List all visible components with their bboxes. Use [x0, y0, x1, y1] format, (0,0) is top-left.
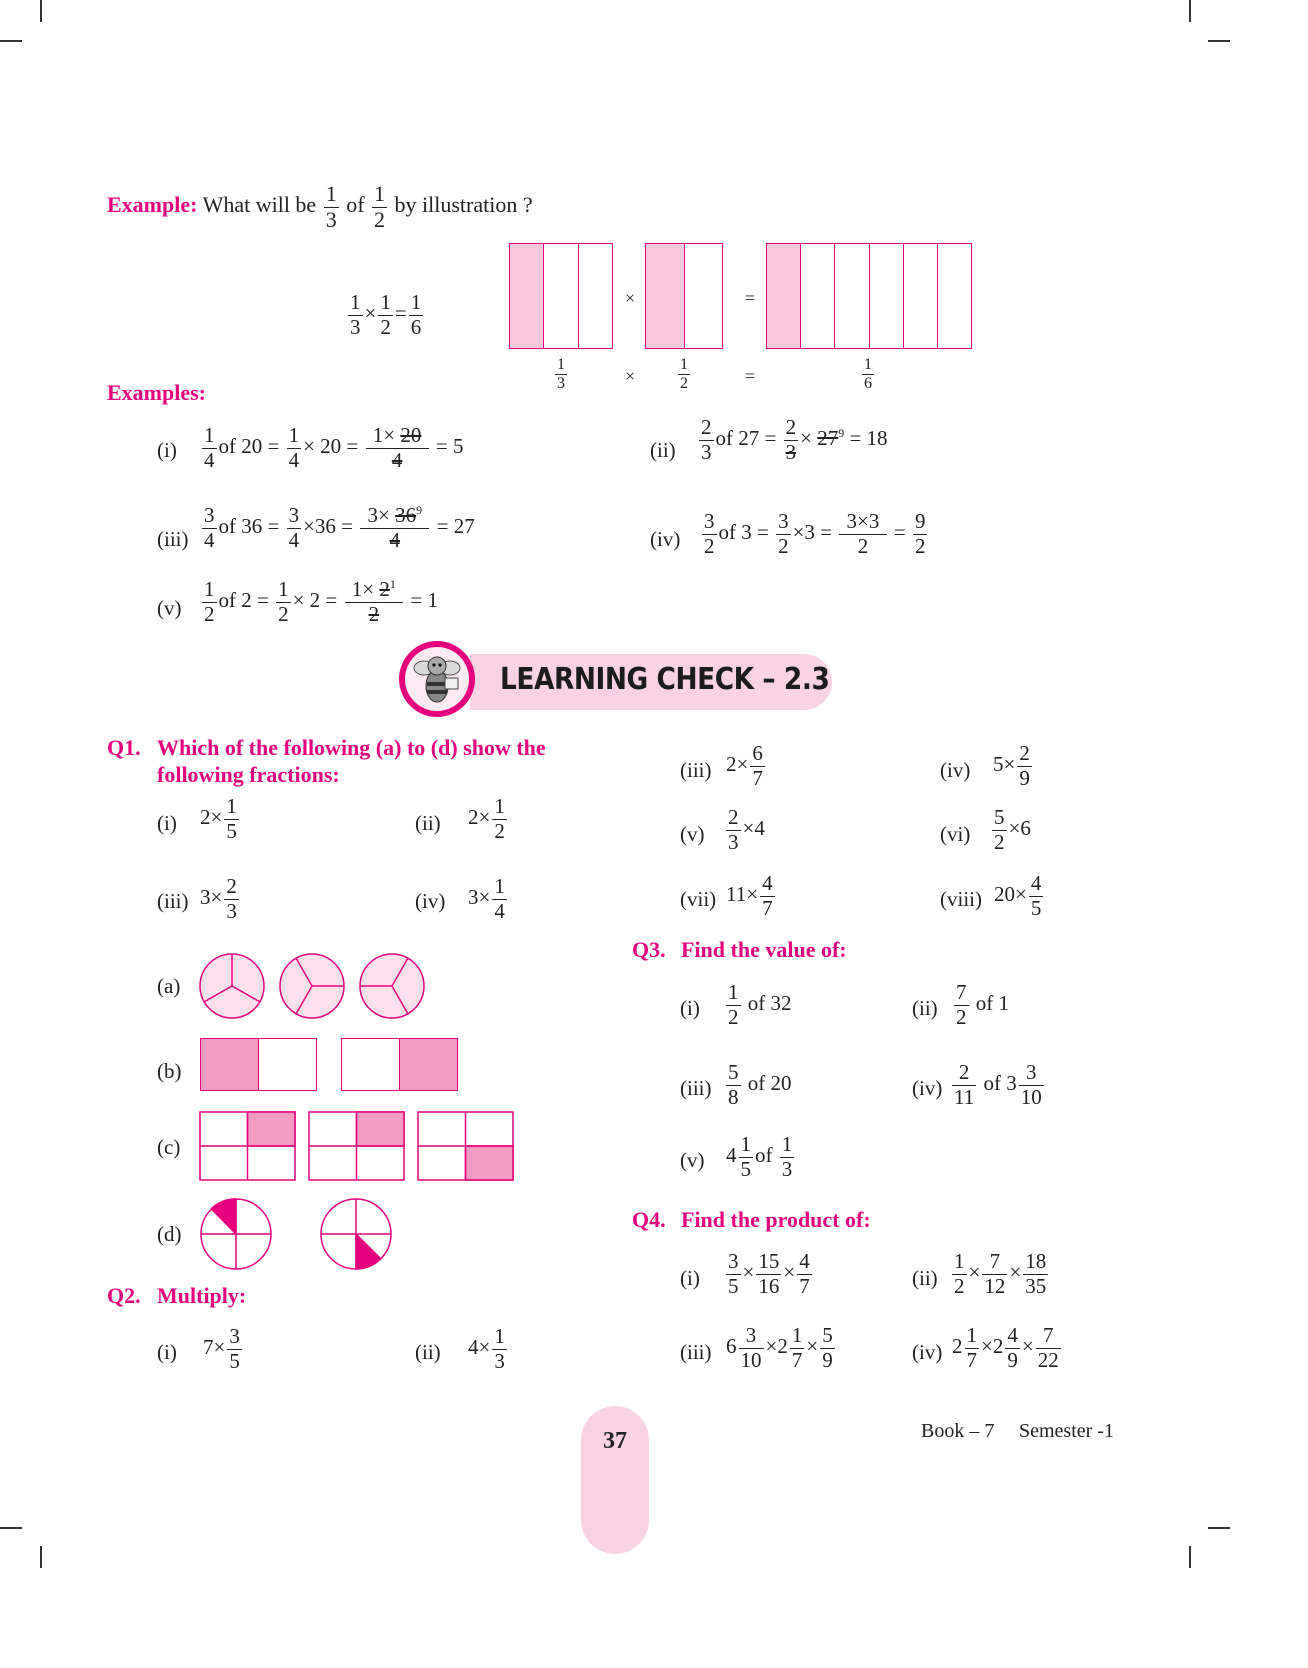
q2-item-vii: 11× $\frac{4}{7}$ [726, 871, 773, 920]
q1-option-d-label: (d) [157, 1222, 182, 1246]
example-label: Example: [107, 192, 198, 218]
q1-item-iv: 3× $\frac{1}{4}$ [468, 874, 505, 923]
q2-item-viii-label: (viii) [940, 887, 982, 911]
footer-book: Book – 7 [921, 1420, 995, 1442]
q2-item-iii: 2× $\frac{6}{7}$ [726, 741, 763, 790]
example-line: Example: What will be $\frac{1}{3}$ of $\frac{1}{2}$ by illustration ? [107, 181, 533, 232]
q3-label: Q3. [632, 937, 666, 962]
q1-option-b-rect-1 [200, 1038, 317, 1091]
illustration-halves [645, 243, 723, 349]
footer-semester: Semester -1 [1019, 1420, 1114, 1442]
q2-item-ii: 4× $\frac{1}{3}$ [468, 1324, 505, 1373]
q2-item-vi-label: (vi) [940, 822, 971, 846]
crop-mark [0, 1527, 22, 1529]
q3-item-i-label: (i) [680, 996, 700, 1020]
q2-item-iv-label: (iv) [940, 758, 971, 782]
example-iii: $\frac{3}{4}$ of 36 = $\frac{3}{4}$ ×36 = $\frac{3\times 36^9}{4}$ = 27 [204, 503, 475, 552]
example-i: $\frac{1}{4}$ of 20 = $\frac{1}{4}$ × 20 = $\frac{1\times 20}{4}$ = 5 [204, 423, 464, 472]
example-i-label: (i) [157, 438, 177, 462]
q1-option-d-circles [199, 1197, 395, 1276]
q1-item-ii-label: (ii) [415, 811, 441, 835]
example-equation: $\frac{1}{3}$ × $\frac{1}{2}$ = $\frac{1}{6}$ [350, 290, 422, 339]
q4-item-ii-label: (ii) [912, 1266, 938, 1290]
illustration-label-equals: = [745, 366, 756, 386]
illustration-times: × [625, 288, 636, 308]
example-v: $\frac{1}{2}$ of 2 = $\frac{1}{2}$ × 2 = $\frac{1\times 2^1}{2}$ = 1 [204, 577, 438, 626]
examples-heading: Examples: [107, 380, 206, 405]
q2-item-ii-label: (ii) [415, 1340, 441, 1364]
bee-icon [398, 640, 476, 718]
example-iii-label: (iii) [157, 527, 189, 551]
q3-item-v: 4 $\frac{1}{5}$ of $\frac{1}{3}$ [726, 1132, 793, 1181]
q3-item-v-label: (v) [680, 1148, 705, 1172]
q3-item-iv: $\frac{2}{11}$ of 3 $\frac{3}{10}$ [954, 1060, 1042, 1109]
example-ii: $\frac{2}{3}$ of 27 = $\frac{2}{3}$ × $27^9 = 18$ [701, 415, 888, 464]
q1-option-b-label: (b) [157, 1059, 182, 1083]
q4-text: Find the product of: [681, 1207, 871, 1232]
q2-text: Multiply: [157, 1283, 247, 1308]
illustration-label-third: $\frac{1}{3}$ [557, 356, 565, 392]
crop-mark [0, 40, 22, 42]
illustration-sixths [766, 243, 972, 349]
q1-item-i-label: (i) [157, 811, 177, 835]
q4-item-i-label: (i) [680, 1266, 700, 1290]
q2-item-viii: 20× $\frac{4}{5}$ [994, 871, 1042, 920]
q3-text: Find the value of: [681, 937, 847, 962]
q4-item-iii: 6 $\frac{3}{10}$ ×2 $\frac{1}{7}$ × $\frac{5}{9}$ [726, 1323, 833, 1372]
q2-item-vii-label: (vii) [680, 887, 717, 911]
illustration-thirds [509, 243, 613, 349]
crop-mark [1208, 1527, 1230, 1529]
q4-label: Q4. [632, 1207, 666, 1232]
q1-item-iii-label: (iii) [157, 889, 189, 913]
q2-item-i: 7× $\frac{3}{5}$ [203, 1324, 240, 1373]
example-iv: $\frac{3}{2}$ of 3 = $\frac{3}{2}$ ×3 = $\frac{3\times 3}{2}$ = $\frac{9}{2}$ [704, 509, 926, 558]
q4-item-iii-label: (iii) [680, 1340, 712, 1364]
q3-item-iii: $\frac{5}{8}$ of 20 [728, 1060, 792, 1109]
q1-option-a-label: (a) [157, 974, 181, 998]
q1-item-i: 2× $\frac{1}{5}$ [200, 794, 237, 843]
q4-item-iv-label: (iv) [912, 1340, 943, 1364]
q4-item-i: $\frac{3}{5}$ × $\frac{15}{16}$ × $\frac{4}{7}$ [728, 1249, 810, 1298]
q1-item-iv-label: (iv) [415, 889, 446, 913]
illustration-equals: = [745, 288, 756, 308]
q2-item-v: $\frac{2}{3}$ ×4 [728, 805, 765, 854]
learning-check-title: LEARNING CHECK – 2.3 [500, 662, 830, 697]
q1-item-ii: 2× $\frac{1}{2}$ [468, 794, 505, 843]
q1-option-c-label: (c) [157, 1135, 181, 1159]
q3-item-ii: $\frac{7}{2}$ of 1 [956, 980, 1009, 1029]
crop-mark [1189, 1546, 1191, 1568]
q1-option-a-circles [198, 950, 430, 1027]
illustration-label-times: × [625, 366, 636, 386]
q2-item-v-label: (v) [680, 822, 705, 846]
q1-item-iii: 3× $\frac{2}{3}$ [200, 874, 237, 923]
q1-label: Q1. [107, 735, 141, 760]
q1-option-b-rect-2 [341, 1038, 458, 1091]
illustration-label-sixth: $\frac{1}{6}$ [864, 356, 872, 392]
example-iv-label: (iv) [650, 527, 681, 551]
q4-item-iv: 2 $\frac{1}{7}$ ×2 $\frac{4}{9}$ × $\frac{7}{22}$ [952, 1323, 1059, 1372]
illustration-label-half: $\frac{1}{2}$ [680, 356, 688, 392]
q3-item-i: $\frac{1}{2}$ of 32 [728, 980, 792, 1029]
q3-item-iii-label: (iii) [680, 1076, 712, 1100]
example-ii-label: (ii) [650, 438, 676, 462]
crop-mark [1208, 40, 1230, 42]
q3-item-ii-label: (ii) [912, 996, 938, 1020]
q1-option-c-grids [199, 1111, 515, 1186]
q2-item-vi: $\frac{5}{2}$ ×6 [994, 805, 1031, 854]
page-number: 37 [603, 1428, 627, 1454]
q4-item-ii: $\frac{1}{2}$ × $\frac{7}{12}$ × $\frac{18}{35}$ [954, 1249, 1047, 1298]
crop-mark [1189, 0, 1191, 22]
crop-mark [40, 1546, 42, 1568]
q2-item-iv: 5× $\frac{2}{9}$ [993, 741, 1030, 790]
q1-text-line1: Which of the following (a) to (d) show the [157, 735, 546, 760]
example-text: What will be [202, 192, 317, 218]
q2-label: Q2. [107, 1283, 141, 1308]
q2-item-iii-label: (iii) [680, 758, 712, 782]
q1-text-line2: following fractions: [157, 762, 340, 787]
q3-item-iv-label: (iv) [912, 1076, 943, 1100]
example-v-label: (v) [157, 596, 182, 620]
crop-mark [40, 0, 42, 22]
q2-item-i-label: (i) [157, 1340, 177, 1364]
